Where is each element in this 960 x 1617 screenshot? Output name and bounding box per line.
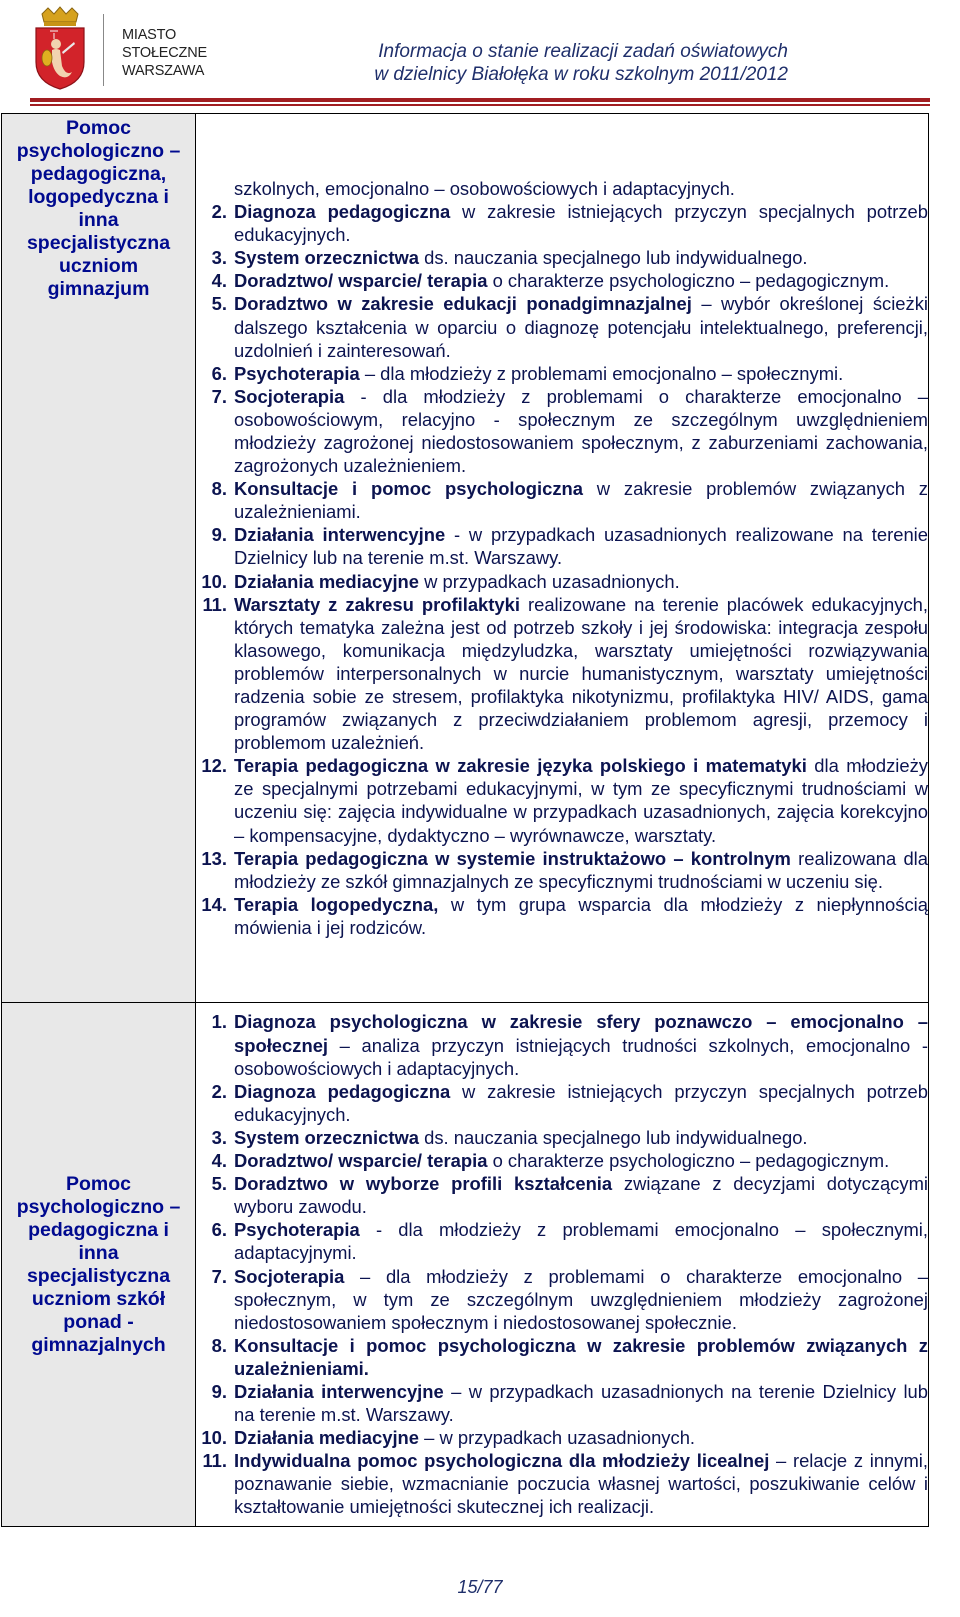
- header-rule: [30, 98, 930, 102]
- item-number: 1.: [211, 1011, 227, 1033]
- logo-line: MIASTO: [122, 27, 177, 43]
- list-item: [196, 1449, 928, 1518]
- section-label: [2, 114, 196, 1003]
- item-heading: Diagnoza pedagogiczna: [234, 201, 451, 223]
- item-text: [234, 1149, 928, 1172]
- list-item: [196, 1080, 928, 1126]
- item-text: [234, 570, 928, 593]
- list-item: [196, 754, 928, 846]
- item-number: 8.: [211, 1334, 227, 1356]
- item-description: o charakterze psychologiczno – pedagogicznym.: [487, 1150, 890, 1172]
- item-heading: Warsztaty z zakresu profilaktyki: [234, 593, 520, 615]
- item-description: w zakresie istniejących przyczyn specjalnych potrzeb edukacyjnych.: [234, 201, 928, 246]
- item-text: [234, 1080, 928, 1126]
- item-heading: Psychoterapia: [234, 1219, 360, 1241]
- item-description: realizowana dla młodzieży ze szkół gimnazjalnych ze specyficznymi trudnościami w uczeniu się.: [234, 847, 928, 892]
- list-item: [196, 477, 928, 523]
- list-item: [196, 1010, 928, 1079]
- item-text: [234, 1218, 928, 1264]
- item-heading: System orzecznictwa: [234, 1126, 420, 1148]
- logo-wordmark: [122, 26, 207, 80]
- list-item: [196, 1265, 928, 1334]
- item-text: [234, 362, 928, 385]
- item-description: w zakresie problemów związanych z uzależnieniami.: [234, 478, 928, 523]
- list-item: [196, 893, 928, 939]
- item-number: 11.: [202, 593, 227, 615]
- item-description: ds. nauczania specjalnego lub indywidualnego.: [419, 1126, 808, 1148]
- item-number: 5.: [211, 293, 227, 315]
- item-heading: Diagnoza pedagogiczna: [234, 1080, 451, 1102]
- item-text: [234, 1265, 928, 1334]
- item-description: – relacje z innymi, poznawanie siebie, wzmacnianie poczucia własnej wartości, poszukiwanie celów i kształtowanie umiejętności skutecznej ich realizacji.: [234, 1450, 928, 1518]
- item-heading: Doradztwo w wyborze profili kształcenia: [234, 1173, 613, 1195]
- item-number: 8.: [211, 478, 227, 500]
- item-text: [234, 754, 928, 846]
- list-item: [196, 269, 928, 292]
- list-item: [196, 385, 928, 477]
- item-number: 3.: [211, 1126, 227, 1148]
- item-heading: Działania interwencyjne: [234, 1380, 444, 1402]
- list-item: [196, 1334, 928, 1380]
- item-number: 7.: [211, 385, 227, 407]
- item-heading: Psychoterapia: [234, 362, 360, 384]
- item-number: 6.: [211, 1219, 227, 1241]
- item-heading: Doradztwo w zakresie edukacji ponadgimnazjalnej: [234, 293, 692, 315]
- item-number: 6.: [211, 362, 227, 384]
- header-rule: [30, 104, 930, 106]
- item-text: [234, 200, 928, 246]
- item-text: [234, 177, 928, 200]
- item-heading: Działania interwencyjne: [234, 524, 446, 546]
- item-heading: Doradztwo/ wsparcie/ terapia: [234, 270, 488, 292]
- item-heading: Działania mediacyjne: [234, 570, 420, 592]
- item-number: 10.: [201, 570, 227, 592]
- list-item: [196, 523, 928, 569]
- list-item: [196, 1426, 928, 1449]
- item-description: – analiza przyczyn istniejących trudności szkolnych, emocjonalno - osobowościowych i adaptacyjnych.: [234, 1034, 928, 1079]
- document-title: [268, 40, 788, 86]
- item-description: w przypadkach uzasadnionych.: [419, 570, 680, 592]
- section-label-text: Pomoc psychologiczno – pedagogiczna i inna specjalistyczna uczniom szkół ponad - gimnazjalnych: [16, 1172, 181, 1356]
- title-line: Informacja o stanie realizacji zadań oświatowych: [378, 41, 788, 62]
- item-description: w tym grupa wsparcia dla młodzieży z niepłynnością mówienia i jej rodziców.: [234, 893, 928, 938]
- list-item: [196, 246, 928, 269]
- item-text: [234, 1126, 928, 1149]
- item-text: [234, 1449, 928, 1518]
- item-number: 13.: [201, 847, 227, 869]
- item-text: [234, 292, 928, 361]
- section-items: [196, 114, 929, 1003]
- item-number: 2.: [211, 201, 227, 223]
- item-heading: Doradztwo/ wsparcie/ terapia: [234, 1150, 488, 1172]
- item-description: - dla młodzieży z problemami o charakterze emocjonalno – osobowościowym, relacyjno - społecznym ze szczególnym uwzględnieniem młodzieży zagrożonej niedostosowaniem społecznym, z zaburzeniami zachowania, zagrożonych uzależnieniem.: [234, 385, 928, 477]
- item-text: [234, 1172, 928, 1218]
- list-item: [196, 1126, 928, 1149]
- list-item: [196, 570, 928, 593]
- item-heading: Działania mediacyjne: [234, 1427, 420, 1449]
- item-text: [234, 1426, 928, 1449]
- item-number: 11.: [202, 1450, 227, 1472]
- list-item: [196, 177, 928, 200]
- list-item: [196, 1380, 928, 1426]
- table-row: [2, 114, 929, 1003]
- item-number: 4.: [211, 1150, 227, 1172]
- item-text: [234, 1334, 928, 1380]
- logo-line: STOŁECZNE: [122, 45, 207, 61]
- item-description: realizowane na terenie placówek edukacyjnych, których tematyka zależna jest od potrzeb szkoły i jej środowiska: integracja zespołu klasowego, komunikacja międzyludzka, warsztaty umiejętności rozwiązywania problemów interpersonalnych w nurcie humanistycznym, warsztaty umiejętności radzenia sobie ze stresem, profilaktyka nikotynizmu, profilaktyka HIV/ AIDS, gama programów związanych z przeciwdziałaniem problemom agresji, przemocy i problemom uzależnień.: [234, 593, 928, 754]
- item-description: - w przypadkach uzasadnionych realizowane na terenie Dzielnicy lub na terenie m.st. Warszawy.: [234, 524, 928, 569]
- item-number: 10.: [201, 1427, 227, 1449]
- warsaw-crest-logo: [32, 6, 88, 90]
- section-items: [196, 1003, 929, 1527]
- item-description: – dla młodzieży z problemami emocjonalno – społecznymi.: [359, 362, 844, 384]
- item-number: 9.: [211, 524, 227, 546]
- title-line: w dzielnicy Białołęka w roku szkolnym 2011/2012: [374, 64, 788, 85]
- logo-line: WARSZAWA: [122, 63, 205, 79]
- list-item: [196, 200, 928, 246]
- item-description: w zakresie istniejących przyczyn specjalnych potrzeb edukacyjnych.: [234, 1080, 928, 1125]
- list-item: [196, 362, 928, 385]
- item-heading: Konsultacje i pomoc psychologiczna: [234, 478, 583, 500]
- services-table: [1, 113, 929, 1527]
- list-item: [196, 292, 928, 361]
- section-label-text: Pomoc psychologiczno – pedagogiczna, logopedyczna i inna specjalistyczna uczniom gimnazjum: [16, 117, 181, 300]
- logo-divider: [103, 14, 104, 86]
- item-description: szkolnych, emocjonalno – osobowościowych i adaptacyjnych.: [234, 177, 735, 199]
- item-description: – dla młodzieży z problemami o charakterze emocjonalno – społecznym, w tym ze szczególnym uwzględnieniem młodzieży zagrożonej niedostosowaniem społecznym i niedostosowanej społecznie.: [234, 1265, 928, 1333]
- item-number: 14.: [201, 893, 227, 915]
- item-heading: Indywidualna pomoc psychologiczna dla młodzieży licealnej: [234, 1450, 770, 1472]
- section-label: [2, 1003, 196, 1527]
- item-description: – w przypadkach uzasadnionych.: [419, 1427, 696, 1449]
- item-text: [234, 893, 928, 939]
- item-number: 7.: [211, 1265, 227, 1287]
- list-item: [196, 1172, 928, 1218]
- item-description: – wybór określonej ścieżki dalszego kształcenia w oparciu o diagnozę potencjału intelektualnego, preferencji, uzdolnień i zainteresowań.: [234, 293, 929, 361]
- page-number: 15/77: [457, 1577, 503, 1597]
- item-heading: Socjoterapia: [234, 385, 345, 407]
- item-text: [234, 269, 928, 292]
- item-heading: Konsultacje i pomoc psychologiczna w zakresie problemów związanych z uzależnieniami.: [234, 1334, 928, 1379]
- item-text: [234, 523, 928, 569]
- item-number: 9.: [211, 1380, 227, 1402]
- item-description: o charakterze psychologiczno – pedagogicznym.: [487, 270, 890, 292]
- item-heading: Socjoterapia: [234, 1265, 345, 1287]
- item-heading: Terapia pedagogiczna w systemie instruktażowo – kontrolnym: [234, 847, 791, 869]
- item-number: 12.: [201, 755, 227, 777]
- item-heading: Terapia pedagogiczna w zakresie języka polskiego i matematyki: [234, 755, 807, 777]
- table-row: [2, 1003, 929, 1527]
- list-item: [196, 593, 928, 755]
- item-text: [234, 477, 928, 523]
- item-number: [196, 177, 234, 200]
- item-text: [234, 1380, 928, 1426]
- item-number: 5.: [211, 1173, 227, 1195]
- item-description: - dla młodzieży z problemami emocjonalno – społecznymi, adaptacyjnymi.: [234, 1219, 928, 1264]
- list-item: [196, 1218, 928, 1264]
- item-text: [234, 593, 928, 755]
- item-number: 3.: [211, 247, 227, 269]
- item-text: [234, 385, 928, 477]
- item-description: dla młodzieży ze specjalnymi potrzebami edukacyjnymi, w tym ze specyficznymi trudnościami w uczeniu się: zajęcia indywidualne w przypadkach uzasadnionych, zajęcia korekcyjno – kompensacyjne, dydaktyczno – wyrównawcze, warsztaty.: [234, 755, 928, 846]
- item-number: 2.: [211, 1080, 227, 1102]
- item-number: 4.: [211, 270, 227, 292]
- list-item: [196, 1149, 928, 1172]
- item-description: – w przypadkach uzasadnionych na terenie Dzielnicy lub na terenie m.st. Warszawy.: [234, 1380, 928, 1426]
- item-text: [234, 847, 928, 893]
- page-header: [0, 0, 960, 112]
- item-heading: Diagnoza psychologiczna w zakresie sfery poznawczo – emocjonalno – społecznej: [234, 1011, 928, 1056]
- item-text: [234, 1010, 928, 1079]
- list-item: [196, 847, 928, 893]
- item-description: ds. nauczania specjalnego lub indywidualnego.: [419, 247, 808, 269]
- item-heading: System orzecznictwa: [234, 247, 420, 269]
- item-description: związane z decyzjami dotyczącymi wyboru zawodu.: [234, 1173, 928, 1218]
- item-text: [234, 246, 928, 269]
- item-heading: Terapia logopedyczna,: [234, 893, 439, 915]
